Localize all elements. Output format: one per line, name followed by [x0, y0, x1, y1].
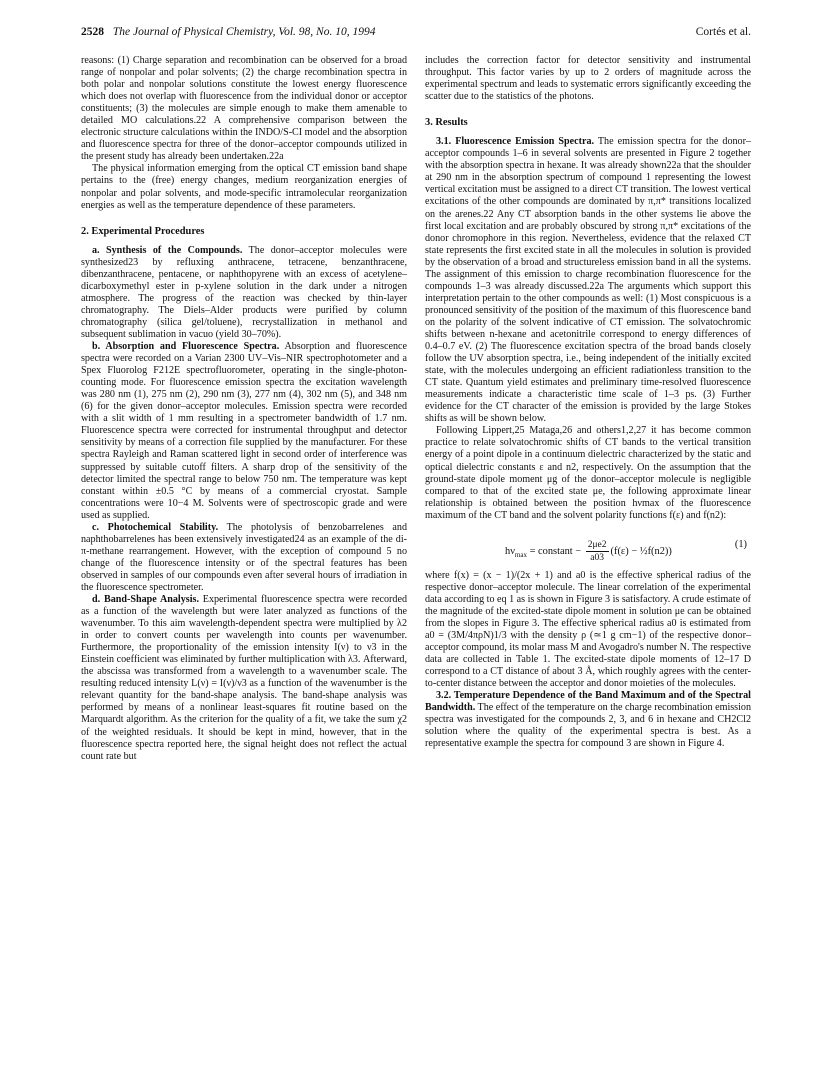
subsection-paragraph — [81, 594, 407, 763]
paragraph-text: The donor–acceptor molecules were synthesized23 by refluxing anthracene, tetracene, benzanthracene, dibenzanthracene, pentacene, or naphthopyrene with an excess of acetylene–dicarboxymethyl ester in p-xylene solution in the dark under a nitrogen atmosphere. The progress of the reaction was checked by thin-layer chromatography. The Diels–Alder products were purified by column chromatography (silica gel/toluene), recrystallization in methanol and subsequent sublimation in vacuo (yield 30–70%). — [81, 244, 407, 340]
subsection-paragraph — [425, 136, 751, 425]
paragraph-text: The photolysis of benzobarrelenes and naphthobarrelenes has been extensively investigated24 as an example of the di-π-methane rearrangement. However, with the exception of compound 5 no change of the fluorescence intensity or of the spectral features has been observed in samples of our compounds even after several hours of irradiation in the fluorescence spectrometer. — [81, 521, 407, 593]
equation-1 — [425, 528, 751, 566]
subsection-paragraph — [81, 245, 407, 341]
paragraph: includes the correction factor for detector sensitivity and instrumental throughput. This factor varies by up to 2 orders of magnitude across the experimental spectrum and leads to systematic errors significantly exceeding the scatter due to the statistics of the photons. — [425, 55, 751, 103]
run-in-heading: b. Absorption and Fluorescence Spectra. — [92, 341, 280, 353]
run-in-heading: c. Photochemical Stability. — [92, 521, 219, 533]
eq-rhs: (f(ε) − ½f(n2)) — [610, 545, 672, 557]
subsection-paragraph — [425, 690, 751, 750]
paragraph: reasons: (1) Charge separation and recombination can be observed for a broad range of nonpolar and polar solvents; (2) the charge recombination spectra in both polar and nonpolar solutions constitute the lowest energy fluorescence which does not overlap with fluorescence from the individual donor or acceptor constituents; (3) the molecules are simple enough to make them amenable to detailed MO calculations.22 A comprehensive comparison between the electronic structure calculations within the INDO/S-CI model and the absorption and fluorescence spectra for three of the donor–acceptor compounds utilized in the present study has already been undertaken.22a — [81, 55, 407, 163]
subsection-paragraph — [81, 341, 407, 522]
equation-number: (1) — [734, 538, 747, 550]
subsection-paragraph — [81, 522, 407, 594]
running-header — [81, 26, 751, 42]
run-in-heading: 3.1. Fluorescence Emission Spectra. — [436, 136, 595, 148]
equation-body — [505, 539, 672, 564]
paragraph-text: Absorption and fluorescence spectra were recorded on a Varian 2300 UV–Vis–NIR spectrophotometer and a Spex Fluorolog F212E spectrofluorometer, operating in the single-photon-counting mode. For fluorescence emission spectra the excitation wavelength was 280 nm (1), 275 nm (2), 290 nm (3), 277 nm (4), 302 nm (5), and 348 nm (6) for the given donor–acceptor molecules. Emission spectra were recorded with a slit width of 1 mm resulting in a spectrometer bandwidth of 1.7 nm. Fluorescence spectra were corrected for instrumental throughput and detector sensitivity by means of a correction file supplied by the manufacturer. For these spectra Rayleigh and Raman scattered light in second order of interference was suppressed by suitable cutoff filters. A sharp drop of the sensitivity of the detector limited the spectral range to below 750 nm. The temperature was kept constant within ±0.5 °C by means of a commercial cryostat. Sample concentrations were 10−4 M. Solvents were of spectroscopic grade and were used as supplied. — [81, 341, 407, 521]
eq-lhs-sub: max — [514, 550, 527, 559]
paragraph: Following Lippert,25 Mataga,26 and others1,2,27 it has become common practice to relate solvatochromic shifts of CT bands to the vertical transition energy of a point dipole in a continuum dielectric characterized by the static and optical dielectric constants ε and n2, respectively. On the assumption that the ground-state dipole moment μg of the donor–acceptor molecule is negligible compared to that of the excited state μe, the following approximate linear relationship is obtained between the position hνmax of the fluorescence maximum of the CT band and the solvent polarity functions f(ε) and f(n2): — [425, 425, 751, 521]
eq-mid: = constant − — [526, 545, 584, 557]
section-heading: 2. Experimental Procedures — [81, 225, 205, 237]
section-heading: 3. Results — [425, 117, 468, 129]
paragraph: The physical information emerging from the optical CT emission band shape pertains to the (free) energy changes, medium reorganization energies of nonpolar and polar solvents, and mode-specific intramolecular reorganization energies as well as the temperature dependence of these parameters. — [81, 163, 407, 211]
page-number: 2528 — [81, 26, 104, 38]
left-column — [81, 55, 407, 763]
run-in-heading: 3.2. Temperature Dependence of the Band Maximum and of the Spectral Bandwidth. — [425, 690, 751, 714]
run-in-heading: d. Band-Shape Analysis. — [92, 594, 199, 606]
run-in-heading: a. Synthesis of the Compounds. — [92, 244, 243, 256]
right-column — [425, 55, 751, 750]
journal-title: The Journal of Physical Chemistry, Vol. 98, No. 10, 1994 — [112, 26, 376, 38]
eq-fraction — [586, 539, 609, 564]
eq-numerator: 2μe2 — [586, 539, 609, 552]
paragraph-text: The emission spectra for the donor–acceptor compounds 1–6 in several solvents are presented in Figure 2 together with the absorption spectra in hexane. It was already shown22a that the shoulder at 290 nm in the absorption spectrum of compound 1 representing the lowest vertical excitation must be assigned to a direct CT transition. The lowest vertical excitations of the other compounds are dominated by π,π* transitions localized on the arenes.22 Any CT absorption bands in the other systems lie above the first local excitation and are probably obscured by strong π,π* excitations of the donor chromophore in this region. Nevertheless, evidence that the relaxed CT state represents the first excited state in all the molecules in solution is provided by the observation of a broad and structureless emission band in all the systems. The assignment of this emission to charge recombination fluorescence for the compounds 1–3 was already discussed.22a The arguments which support this interpretation pertain to the other compounds as well: (1) Most conspicuous is a pronounced sensitivity of the position of the maximum of this fluorescence band on the polarity of the solvent indicative of CT emission. The solvatochromic shifts between n-hexane and acetonitrile correspond to energy differences of 0.4–0.7 eV. (2) The fluorescence excitation spectra of the broad bands closely follow the UV absorption spectra, i.e., being independent of the initially excited state, with the molecules undergoing an efficient radiationless transition to the CT state. Quantum yield estimates and preliminary time-resolved fluorescence measurements indicate a characteristic time scale of 1–3 ps. (3) Further evidence for the CT character of the emission is provided by the large Stokes shifts as will be shown below. — [425, 136, 751, 425]
paragraph-text: The effect of the temperature on the charge recombination emission spectra was investigated for the compounds 2, 3, and 6 in hexane and CH2Cl2 solution where the quality of the experimental spectra is best. As a representative example the spectra for compound 3 are shown in Figure 4. — [425, 702, 752, 750]
paragraph: where f(x) = (x − 1)/(2x + 1) and a0 is the effective spherical radius of the respective donor–acceptor molecule. The linear correlation of the experimental data according to eq 1 as is shown in Figure 3 is satisfactory. A crude estimate of the magnitude of the excited-state dipole moment in solution μe can be obtained from the slopes in Figure 3. The effective spherical radius a0 is estimated from a0 = (3M/4πρN)1/3 with the density ρ (≃1 g cm−1) of the respective donor–acceptor compound, its molar mass M and Avogadro's number N. The respective data are collected in Table 1. The excited-state dipole moments of 12–17 D correspond to a CT distance of about 3 Å, which roughly agrees with the center-to-center distance between the acceptor and donor moieties of the molecules. — [425, 569, 751, 690]
eq-lhs: hν — [505, 545, 515, 557]
eq-denominator: a03 — [590, 552, 604, 563]
paragraph-text: Experimental fluorescence spectra were recorded as a function of the wavelength but were later analyzed as functions of the wavenumber. To this aim wavelength-dependent spectra were multiplied by λ2 in order to convert counts per wavelength into counts per wavenumber. Furthermore, the proportionality of the emission intensity I(ν) to ν3 in the Einstein coefficient was eliminated by further multiplication with λ3. Afterward, the abscissa was transformed from a wavelength to a wavenumber scale. The resulting reduced intensity L(ν) = I(ν)/ν3 as a function of the wavenumber is the relevant quantity for the band-shape analysis. The band-shape analysis was performed by means of a nonlinear least-squares fit routine based on the Marquardt algorithm. As the criterion for the quality of a fit, we take the sum χ2 of the weighted residuals. It should be kept in mind, however, that in the fluorescence spectra reported here, the signal height does not reflect the actual count rate but — [81, 594, 407, 762]
running-author: Cortés et al. — [695, 26, 751, 38]
